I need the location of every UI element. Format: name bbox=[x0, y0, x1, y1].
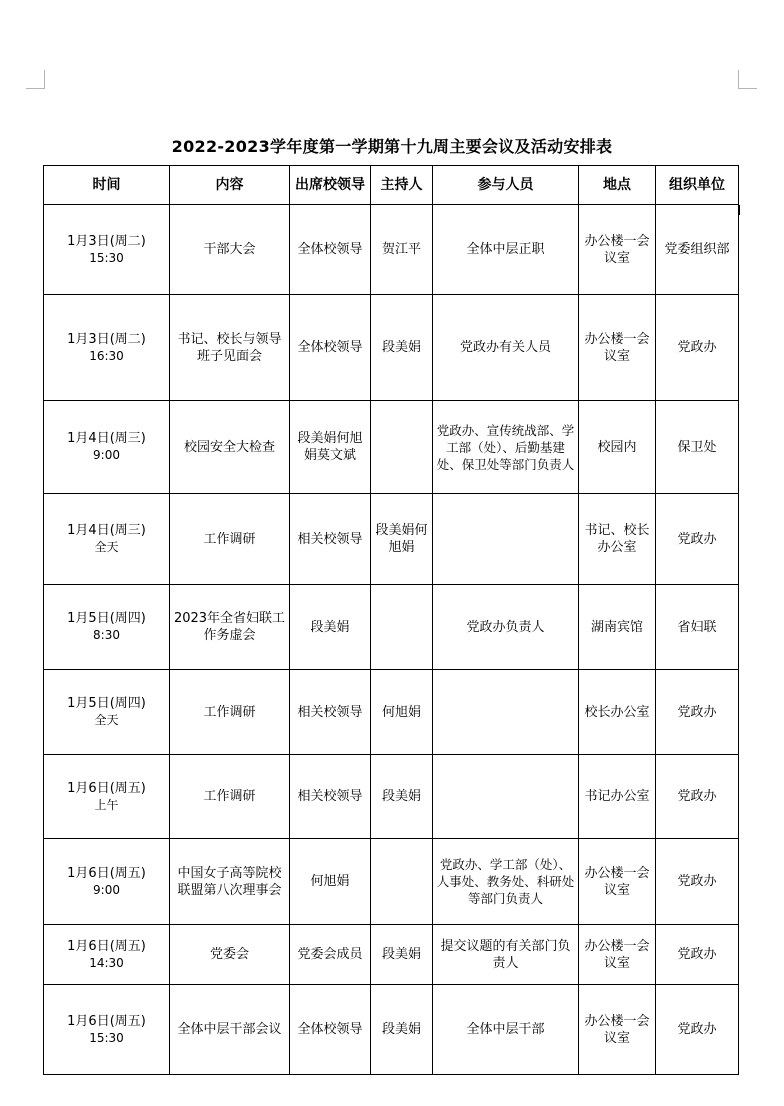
cell-organizer: 党政办 bbox=[656, 295, 739, 401]
time-clock: 15:30 bbox=[89, 250, 124, 265]
cell-host: 何旭娟 bbox=[371, 670, 433, 755]
cell-organizer: 党政办 bbox=[656, 925, 739, 985]
cell-organizer: 保卫处 bbox=[656, 401, 739, 494]
cell-leaders: 何旭娟 bbox=[290, 839, 371, 925]
time-clock: 9:00 bbox=[93, 448, 120, 462]
time-clock: 全天 bbox=[94, 713, 119, 727]
cell-time bbox=[44, 839, 170, 925]
cell-time bbox=[44, 295, 170, 401]
cell-leaders: 相关校领导 bbox=[290, 670, 371, 755]
time-date: 1月5日(周四) bbox=[67, 611, 146, 626]
cell-participants bbox=[433, 494, 579, 585]
cell-participants: 全体中层干部 bbox=[433, 985, 579, 1075]
cell-content: 2023年全省妇联工作务虚会 bbox=[170, 585, 290, 670]
page-corner-mark-left bbox=[26, 70, 45, 89]
cell-leaders: 段美娟 bbox=[290, 585, 371, 670]
cell-participants: 党政办、学工部（处）、人事处、教务处、科研处等部门负责人 bbox=[433, 839, 579, 925]
cell-location: 湖南宾馆 bbox=[579, 585, 656, 670]
cell-leaders: 全体校领导 bbox=[290, 985, 371, 1075]
cell-host: 段美娟 bbox=[371, 925, 433, 985]
header-content: 内容 bbox=[170, 166, 290, 205]
cell-location: 办公楼一会议室 bbox=[579, 985, 656, 1075]
cell-host: 段美娟 bbox=[371, 985, 433, 1075]
cell-time bbox=[44, 205, 170, 295]
cell-content: 工作调研 bbox=[170, 670, 290, 755]
cell-leaders: 全体校领导 bbox=[290, 205, 371, 295]
cell-content: 工作调研 bbox=[170, 494, 290, 585]
header-participants: 参与人员 bbox=[433, 166, 579, 205]
cell-host: 段美娟 bbox=[371, 755, 433, 839]
cell-organizer: 党政办 bbox=[656, 494, 739, 585]
cell-leaders: 段美娟何旭娟莫文斌 bbox=[290, 401, 371, 494]
cell-time bbox=[44, 585, 170, 670]
cell-participants: 全体中层正职 bbox=[433, 205, 579, 295]
cell-location: 校长办公室 bbox=[579, 670, 656, 755]
time-date: 1月6日(周五) bbox=[67, 938, 146, 954]
table-header-row bbox=[44, 166, 739, 205]
cell-organizer: 党政办 bbox=[656, 670, 739, 755]
cell-participants: 党政办负责人 bbox=[433, 585, 579, 670]
cell-content: 校园安全大检查 bbox=[170, 401, 290, 494]
time-date: 1月6日(周五) bbox=[67, 1013, 146, 1029]
time-date: 1月6日(周五) bbox=[67, 780, 146, 796]
time-clock: 9:00 bbox=[93, 882, 120, 897]
cell-participants: 提交议题的有关部门负责人 bbox=[433, 925, 579, 985]
time-clock: 上午 bbox=[94, 797, 119, 812]
cell-participants: 党政办、宣传统战部、学工部（处）、后勤基建处、保卫处等部门负责人 bbox=[433, 401, 579, 494]
cell-time bbox=[44, 925, 170, 985]
cell-time bbox=[44, 494, 170, 585]
cell-organizer: 党政办 bbox=[656, 839, 739, 925]
cell-organizer: 党委组织部 bbox=[656, 205, 739, 295]
cell-host: 段美娟 bbox=[371, 295, 433, 401]
cell-organizer: 党政办 bbox=[656, 755, 739, 839]
cell-host bbox=[371, 839, 433, 925]
cell-time bbox=[44, 401, 170, 494]
cell-time bbox=[44, 755, 170, 839]
cell-content: 书记、校长与领导班子见面会 bbox=[170, 295, 290, 401]
table-row bbox=[44, 585, 739, 670]
cell-organizer: 省妇联 bbox=[656, 585, 739, 670]
schedule-table bbox=[43, 165, 739, 1075]
cell-leaders: 全体校领导 bbox=[290, 295, 371, 401]
time-clock: 全天 bbox=[94, 540, 119, 554]
header-leaders: 出席校领导 bbox=[290, 166, 371, 205]
header-organizer: 组织单位 bbox=[656, 166, 739, 205]
cell-leaders: 相关校领导 bbox=[290, 755, 371, 839]
time-date: 1月4日(周三) bbox=[67, 523, 146, 538]
time-clock: 14:30 bbox=[89, 955, 124, 970]
cell-content: 党委会 bbox=[170, 925, 290, 985]
table-row bbox=[44, 401, 739, 494]
header-time: 时间 bbox=[44, 166, 170, 205]
table-row bbox=[44, 839, 739, 925]
cell-host: 段美娟何旭娟 bbox=[371, 494, 433, 585]
cell-location: 办公楼一会议室 bbox=[579, 925, 656, 985]
cell-location: 办公楼一会议室 bbox=[579, 295, 656, 401]
cell-participants bbox=[433, 755, 579, 839]
time-clock: 15:30 bbox=[89, 1030, 124, 1045]
document-title: 2022-2023学年度第一学期第十九周主要会议及活动安排表 bbox=[171, 137, 613, 156]
time-clock: 16:30 bbox=[89, 348, 124, 363]
cell-host bbox=[371, 585, 433, 670]
time-date: 1月3日(周二) bbox=[67, 233, 146, 249]
header-host: 主持人 bbox=[371, 166, 433, 205]
cell-location: 书记、校长办公室 bbox=[579, 494, 656, 585]
cell-location: 书记办公室 bbox=[579, 755, 656, 839]
cell-leaders: 相关校领导 bbox=[290, 494, 371, 585]
cell-content: 工作调研 bbox=[170, 755, 290, 839]
cell-host bbox=[371, 401, 433, 494]
table-row bbox=[44, 925, 739, 985]
cell-time bbox=[44, 985, 170, 1075]
header-location: 地点 bbox=[579, 166, 656, 205]
page-corner-mark-right bbox=[738, 70, 757, 89]
cell-participants: 党政办有关人员 bbox=[433, 295, 579, 401]
cell-content: 中国女子高等院校联盟第八次理事会 bbox=[170, 839, 290, 925]
table-row bbox=[44, 755, 739, 839]
table-row bbox=[44, 205, 739, 295]
time-date: 1月3日(周二) bbox=[67, 331, 146, 347]
cell-location: 办公楼一会议室 bbox=[579, 839, 656, 925]
time-date: 1月6日(周五) bbox=[67, 865, 146, 881]
time-date: 1月4日(周三) bbox=[67, 431, 146, 446]
table-row bbox=[44, 985, 739, 1075]
table-row bbox=[44, 295, 739, 401]
cell-location: 校园内 bbox=[579, 401, 656, 494]
text-cursor bbox=[738, 205, 740, 215]
cell-participants bbox=[433, 670, 579, 755]
cell-leaders: 党委会成员 bbox=[290, 925, 371, 985]
time-clock: 8:30 bbox=[93, 628, 120, 642]
time-date: 1月5日(周四) bbox=[67, 696, 146, 711]
table-row bbox=[44, 494, 739, 585]
cell-content: 全体中层干部会议 bbox=[170, 985, 290, 1075]
cell-host: 贺江平 bbox=[371, 205, 433, 295]
cell-time bbox=[44, 670, 170, 755]
table-row bbox=[44, 670, 739, 755]
cell-location: 办公楼一会议室 bbox=[579, 205, 656, 295]
cell-content: 干部大会 bbox=[170, 205, 290, 295]
cell-organizer: 党政办 bbox=[656, 985, 739, 1075]
